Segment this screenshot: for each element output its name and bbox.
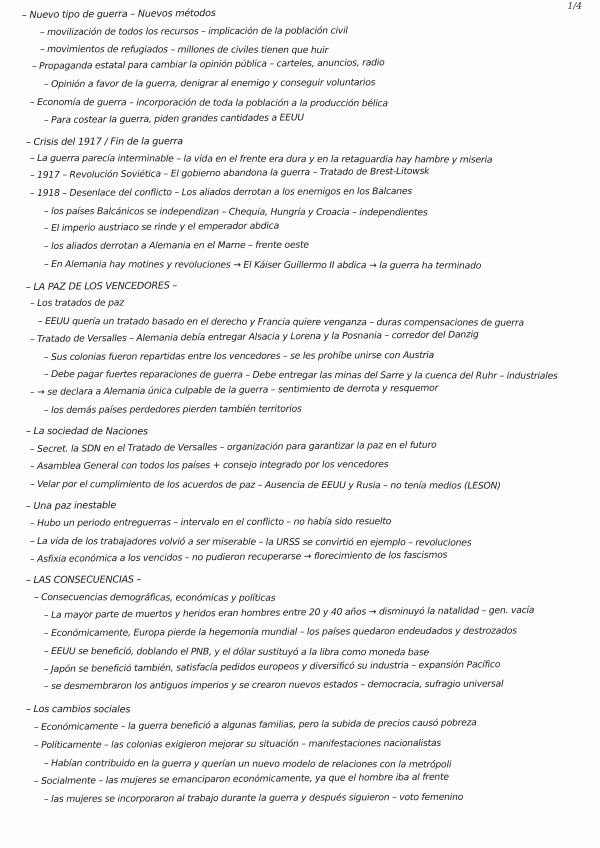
section-heading: – Una paz inestable — [25, 500, 117, 512]
section-heading: – Nuevo tipo de guerra – Nuevos métodos — [21, 7, 216, 21]
note-line: – movilización de todos los recursos – implicación de la población civil — [39, 25, 348, 38]
section-heading: – Crisis del 1917 / Fin de la guerra — [25, 136, 183, 148]
note-line: – las mujeres se incorporaron al trabajo durante la guerra y después siguieron – voto femenino — [43, 791, 464, 805]
note-line: – Hubo un periodo entreguerras – intervalo en el conflicto – no había sido resuelto — [29, 516, 392, 529]
note-line: – Consecuencias demográficas, económicas y políticas — [33, 592, 276, 604]
note-line: – 1918 – Desenlace del conflicto – Los aliados derrotan a los enemigos en los Balcanes — [29, 186, 412, 199]
note-line: – Asamblea General con todos los países + consejo integrado por los vencedores — [29, 459, 389, 472]
section-heading: – LAS CONSECUENCIAS – — [25, 574, 142, 586]
note-line: – La guerra parecía interminable – la vida en el frente era dura y en la retaguardia hay hambre y miseria — [29, 153, 493, 166]
note-line: – Propaganda estatal para cambiar la opinión pública – carteles, anuncios, radio — [31, 57, 385, 72]
note-line: – Económicamente – la guerra benefició a algunas familias, pero la subida de precios causó pobreza — [33, 717, 477, 733]
note-line: – Asfixia económica a los vencidos – no pudieron recuperarse → florecimiento de los fascismos — [29, 549, 448, 565]
note-line: – los demás países perdedores pierden también territorios — [43, 403, 302, 416]
note-line: – Sus colonias fueron repartidas entre los vencedores – se les prohíbe unirse con Austria — [43, 349, 435, 363]
note-line: – En Alemania hay motines y revoluciones → El Káiser Guillermo II abdica → la guerra ha terminado — [43, 259, 482, 272]
note-line: – EEUU se benefició, doblando el PNB, y el dólar sustituyó a la libra como moneda base — [43, 646, 430, 659]
note-line: – Economía de guerra – incorporación de toda la población a la producción bélica — [29, 97, 388, 110]
note-line: – Socialmente – las mujeres se emanciparon económicamente, ya que el hombre iba al frente — [33, 771, 449, 787]
note-line: – Secret. la SDN en el Tratado de Versalles – organización para garantizar la paz en el futuro — [29, 439, 437, 455]
note-line: – los aliados derrotan a Alemania en el Marne – frente oeste — [43, 239, 309, 252]
note-line: – se desmembraron los antiguos imperios y se crearon nuevos estados – democracia, sufragio universal — [43, 678, 504, 692]
note-line: – Los tratados de paz — [29, 297, 124, 309]
note-line: – movimientos de refugiados – millones de civiles tienen que huir — [39, 44, 329, 57]
note-line: – los países Balcánicos se independizan – Chequia, Hungría y Croacia – independientes — [43, 206, 428, 219]
note-line: – Debe pagar fuertes reparaciones de guerra – Debe entregar las minas del Sarre y la cuenca del Ruhr – industriales — [43, 369, 558, 382]
note-line: – Para costear la guerra, piden grandes cantidades a EEUU — [43, 112, 304, 126]
section-heading: – LA PAZ DE LOS VENCEDORES – — [25, 280, 178, 293]
note-line: – Velar por el cumplimiento de los acuerdos de paz – Ausencia de EEUU y Rusia – no tenía medios (LESON) — [29, 479, 501, 492]
note-line: – Económicamente, Europa pierde la hegemonía mundial – los países quedaron endeudados y destrozados — [43, 625, 517, 639]
note-line: – Habían contribuido en la guerra y querían un nuevo modelo de relaciones con la metrópoli — [43, 758, 452, 771]
note-line: – 1917 – Revolución Soviética – El gobierno abandona la guerra – Tratado de Brest-Litowsk — [29, 165, 430, 181]
note-line: – Políticamente – las colonias exigieron mejorar su situación – manifestaciones nacionalistas — [33, 737, 442, 751]
note-line: – → se declara a Alemania única culpable de la guerra – sentimiento de derrota y resquemor — [29, 382, 439, 398]
page-corner-mark: 1/4 — [567, 2, 582, 12]
note-line: – EEUU quería un tratado basado en el derecho y Francia quiere venganza – duras compensaciones de guerra — [37, 316, 524, 329]
note-line: – Tratado de Versalles – Alemania debía entregar Alsacia y Lorena y la Posnania – corredor del Danzig — [29, 329, 479, 345]
note-line: – Japón se benefició también, satisfacía pedidos europeos y diversificó su industria – expansión Pacífico — [43, 659, 501, 675]
note-line: – La mayor parte de muertos y heridos eran hombres entre 20 y 40 años → disminuyó la natalidad – gen. vacía — [43, 604, 535, 621]
note-line: – Opinión a favor de la guerra, denigrar al enemigo y conseguir voluntarios — [43, 77, 376, 90]
note-line: – La vida de los trabajadores volvió a ser miserable – la URSS se convirtió en ejemplo – revoluciones — [29, 536, 472, 549]
note-line: – El imperio austriaco se rinde y el emperador abdica — [43, 220, 280, 234]
section-heading: – La sociedad de Naciones — [25, 426, 148, 438]
section-heading: – Los cambios sociales — [25, 704, 131, 716]
